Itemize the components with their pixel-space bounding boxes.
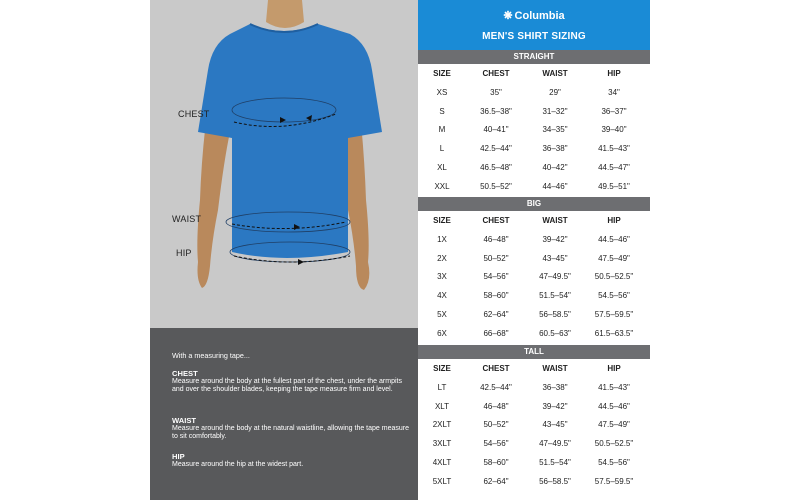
table-cell: XXL bbox=[434, 181, 450, 191]
table-cell: 41.5–43" bbox=[598, 383, 630, 392]
table-row bbox=[418, 250, 650, 268]
column-header: SIZE bbox=[433, 216, 451, 225]
column-header: HIP bbox=[607, 69, 621, 78]
table-cell: 51.5–54" bbox=[539, 291, 571, 301]
table-cell: 44.5–47" bbox=[598, 162, 630, 172]
measurement-figure bbox=[150, 0, 418, 328]
table-cell: LT bbox=[437, 383, 447, 392]
table-row bbox=[418, 306, 650, 324]
table-row bbox=[418, 325, 650, 343]
table-cell: 50.5–52.5" bbox=[594, 272, 634, 282]
section-header-0: STRAIGHT bbox=[418, 50, 650, 64]
table-cell: 51.5–54" bbox=[539, 457, 571, 467]
table-cell: 58–60" bbox=[483, 457, 509, 467]
chest-instruction bbox=[172, 369, 412, 395]
column-header: SIZE bbox=[433, 364, 451, 373]
table-row bbox=[418, 473, 650, 491]
chest-instruction-text: Measure around the body at the fullest part of the chest, under the armpits and over the shoulder blades, keeping the tape measure firm and level. bbox=[172, 378, 402, 394]
table-cell: 1X bbox=[437, 235, 447, 244]
table-cell: 43–45" bbox=[542, 420, 568, 430]
column-header: WAIST bbox=[542, 69, 568, 78]
column-header: WAIST bbox=[542, 364, 568, 373]
table-cell: XS bbox=[436, 88, 448, 97]
table-cell: 46.5–48" bbox=[480, 162, 512, 172]
table-cell: 47–49.5" bbox=[539, 439, 571, 449]
table-cell: 50.5–52" bbox=[480, 181, 512, 191]
table-cell: 40–42" bbox=[542, 162, 568, 172]
table-cell: 36–38" bbox=[542, 144, 568, 154]
table-cell: L bbox=[439, 144, 445, 154]
table-cell: 36–38" bbox=[542, 383, 568, 392]
table-row bbox=[418, 379, 650, 397]
table-cell: 6X bbox=[437, 328, 447, 338]
table-cell: 62–64" bbox=[483, 309, 509, 319]
waist-instruction bbox=[172, 416, 412, 442]
hip-instruction-text: Measure around the hip at the widest part. bbox=[172, 461, 304, 468]
column-header: WAIST bbox=[542, 216, 568, 225]
waist-label: WAIST bbox=[172, 214, 202, 224]
table-cell: 47.5–49" bbox=[598, 420, 630, 430]
table-row bbox=[418, 103, 650, 121]
table-cell: 56–58.5" bbox=[539, 309, 571, 319]
table-row bbox=[418, 287, 650, 305]
table-cell: 44.5–46" bbox=[598, 235, 630, 244]
table-cell: 43–45" bbox=[542, 253, 568, 263]
column-header-row bbox=[418, 65, 650, 83]
table-cell: 49.5–51" bbox=[598, 181, 630, 191]
table-cell: 41.5–43" bbox=[598, 144, 630, 154]
table-row bbox=[418, 159, 650, 177]
left-panel bbox=[150, 0, 418, 500]
table-cell: 50–52" bbox=[483, 253, 509, 263]
table-cell: 58–60" bbox=[483, 291, 509, 301]
brand-header bbox=[418, 0, 650, 50]
table-cell: 39–42" bbox=[542, 235, 568, 244]
table-cell: 54–56" bbox=[483, 272, 509, 282]
table-row bbox=[418, 84, 650, 102]
table-cell: 47.5–49" bbox=[598, 253, 630, 263]
table-cell: 57.5–59.5" bbox=[594, 476, 634, 486]
table-cell: 60.5–63" bbox=[539, 328, 571, 338]
table-cell: 2X bbox=[437, 253, 447, 263]
size-chart-panel bbox=[418, 0, 650, 500]
instructions-intro: With a measuring tape... bbox=[172, 351, 250, 360]
table-cell: 5XLT bbox=[432, 476, 452, 486]
table-row bbox=[418, 416, 650, 434]
table-cell: XL bbox=[437, 162, 447, 172]
column-header-row bbox=[418, 360, 650, 378]
chest-label: CHEST bbox=[178, 109, 210, 119]
table-row bbox=[418, 140, 650, 158]
table-cell: 47–49.5" bbox=[539, 272, 571, 282]
section-header-2: TALL bbox=[418, 345, 650, 359]
table-cell: 31–32" bbox=[542, 106, 568, 116]
columbia-logo bbox=[418, 9, 650, 22]
table-cell: 50–52" bbox=[483, 420, 509, 430]
chart-title: MEN'S SHIRT SIZING bbox=[482, 31, 586, 42]
table-cell: 36.5–38" bbox=[480, 106, 512, 116]
table-cell: 42.5–44" bbox=[480, 383, 512, 392]
table-row bbox=[418, 454, 650, 472]
table-cell: 4X bbox=[437, 291, 447, 301]
column-header: CHEST bbox=[482, 364, 510, 373]
column-header: HIP bbox=[607, 364, 621, 373]
table-row bbox=[418, 435, 650, 453]
table-cell: 44–46" bbox=[542, 181, 568, 191]
table-cell: 54.5–56" bbox=[598, 291, 630, 301]
table-cell: 50.5–52.5" bbox=[594, 439, 634, 449]
table-cell: M bbox=[438, 125, 446, 135]
column-header-row bbox=[418, 212, 650, 230]
table-cell: 56–58.5" bbox=[539, 476, 571, 486]
table-cell: 39–40" bbox=[601, 125, 627, 135]
hip-label: HIP bbox=[176, 248, 192, 258]
table-cell: S bbox=[439, 106, 445, 116]
table-cell: 54–56" bbox=[483, 439, 509, 449]
table-row bbox=[418, 178, 650, 196]
table-row bbox=[418, 231, 650, 249]
waist-instruction-text: Measure around the body at the natural waistline, allowing the tape measure to sit comfortably. bbox=[172, 425, 409, 441]
table-cell: 5X bbox=[437, 309, 447, 319]
table-cell: 46–48" bbox=[483, 235, 509, 244]
section-header-1: BIG bbox=[418, 197, 650, 211]
table-cell: 46–48" bbox=[483, 401, 509, 411]
column-header: CHEST bbox=[482, 69, 510, 78]
table-cell: 34–35" bbox=[542, 125, 568, 135]
hip-instruction bbox=[172, 452, 412, 469]
table-cell: XLT bbox=[434, 401, 450, 411]
table-cell: 54.5–56" bbox=[598, 457, 630, 467]
chest-instruction-title: CHEST bbox=[172, 369, 198, 378]
table-cell: 61.5–63.5" bbox=[594, 328, 634, 338]
table-cell: 39–42" bbox=[542, 401, 568, 411]
table-cell: 44.5–46" bbox=[598, 401, 630, 411]
table-cell: 29" bbox=[549, 88, 561, 97]
column-header: HIP bbox=[607, 216, 621, 225]
table-row bbox=[418, 268, 650, 286]
shirt-illustration bbox=[150, 0, 418, 328]
waist-instruction-title: WAIST bbox=[172, 416, 197, 425]
table-cell: 34" bbox=[608, 88, 620, 97]
brand-name: Columbia bbox=[514, 10, 565, 22]
hip-instruction-title: HIP bbox=[172, 452, 185, 461]
table-cell: 3XLT bbox=[432, 439, 452, 449]
table-cell: 40–41" bbox=[483, 125, 509, 135]
table-cell: 36–37" bbox=[601, 106, 627, 116]
table-row bbox=[418, 398, 650, 416]
table-cell: 3X bbox=[437, 272, 447, 282]
table-cell: 57.5–59.5" bbox=[594, 309, 634, 319]
column-header: SIZE bbox=[433, 69, 451, 78]
table-row bbox=[418, 121, 650, 139]
column-header: CHEST bbox=[482, 216, 510, 225]
table-cell: 62–64" bbox=[483, 476, 509, 486]
table-cell: 66–68" bbox=[483, 328, 509, 338]
measuring-instructions bbox=[150, 328, 418, 500]
columbia-logo-icon: ❋ bbox=[503, 10, 513, 22]
table-cell: 4XLT bbox=[432, 457, 452, 467]
table-cell: 35" bbox=[490, 88, 502, 97]
table-cell: 2XLT bbox=[432, 420, 452, 430]
table-cell: 42.5–44" bbox=[480, 144, 512, 154]
